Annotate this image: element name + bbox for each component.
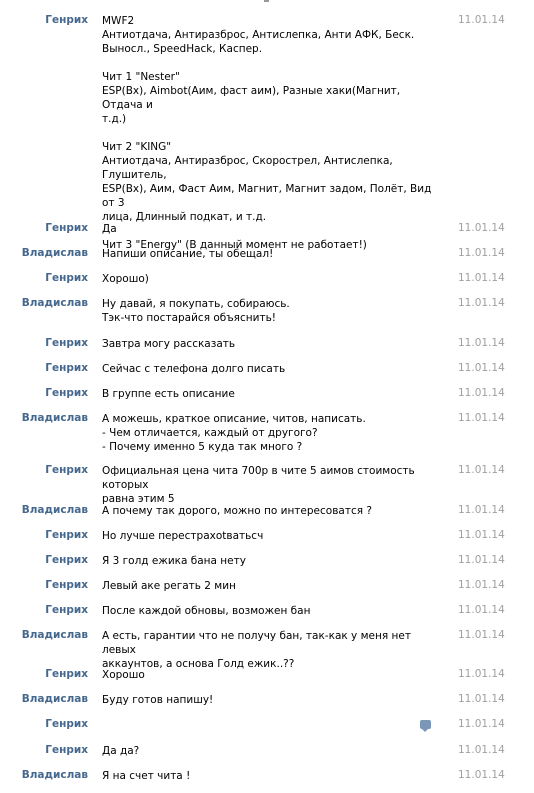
message-line: MWF2	[102, 15, 135, 27]
message-date-link[interactable]: 11.01.14	[458, 579, 505, 591]
message-line: т.д.)	[102, 113, 127, 125]
message-text	[102, 693, 442, 707]
message-date-link[interactable]: 11.01.14	[458, 247, 505, 259]
message-line: А есть, гарантии что не получу бан, так-как у меня нет левых	[102, 630, 415, 656]
message-date-link[interactable]: 11.01.14	[458, 604, 505, 616]
sender-name-link[interactable]: Владислав	[21, 247, 88, 259]
message-text	[102, 362, 442, 376]
message-row	[0, 718, 534, 744]
sender-name-link[interactable]: Владислав	[21, 693, 88, 705]
message-row	[0, 529, 534, 554]
message-row	[0, 362, 534, 387]
message-line: Буду готов напишу!	[102, 694, 214, 706]
message-row	[0, 744, 534, 769]
message-line: аккаунтов, а основа Голд ежик..??	[102, 658, 295, 670]
message-text	[102, 297, 442, 325]
sender-name-link[interactable]: Генрих	[45, 272, 88, 284]
message-date-link[interactable]: 11.01.14	[458, 297, 505, 309]
message-row	[0, 504, 534, 529]
message-text	[102, 554, 442, 568]
sender-name-link[interactable]: Генрих	[45, 337, 88, 349]
message-text	[102, 14, 442, 252]
message-line: Напиши описание, ты обещал!	[102, 248, 274, 260]
message-text	[102, 668, 442, 682]
message-line: Левый аке регать 2 мин	[102, 580, 236, 592]
message-date-link[interactable]: 11.01.14	[458, 718, 505, 730]
message-text	[102, 629, 442, 671]
message-row	[0, 387, 534, 412]
message-line: Я на счет чита !	[102, 770, 191, 782]
sender-name-link[interactable]: Владислав	[21, 297, 88, 309]
sender-name-link[interactable]: Генрих	[45, 14, 88, 26]
message-line: Официальная цена чита 700р в чите 5 аимов стоимость которых	[102, 465, 419, 491]
message-text	[102, 387, 442, 401]
message-date-link[interactable]: 11.01.14	[458, 14, 505, 26]
message-line: ESP(Bx), Аим, Фаст Аим, Магнит, Магнит задом, Полёт, Вид от 3	[102, 183, 435, 209]
message-line: Завтра могу рассказать	[102, 338, 236, 350]
message-text	[102, 744, 442, 758]
message-line: Чит 1 "Nester"	[102, 71, 180, 83]
message-date-link[interactable]: 11.01.14	[458, 629, 505, 641]
message-date-link[interactable]: 11.01.14	[458, 464, 505, 476]
message-row	[0, 222, 534, 247]
message-line: Чит 3 "Energy" (В данный момент не работает!)	[102, 239, 367, 251]
message-line	[102, 718, 442, 732]
message-line: Сейчас с телефона долго писать	[102, 363, 286, 375]
sender-name-link[interactable]: Генрих	[45, 744, 88, 756]
sender-name-link[interactable]: Владислав	[21, 504, 88, 516]
top-scroll-marker	[264, 0, 269, 2]
message-line: Антиотдача, Антиразброс, Антислепка, Анти АФК, Беск.	[102, 29, 415, 41]
message-date-link[interactable]: 11.01.14	[458, 504, 505, 516]
message-text	[102, 337, 442, 351]
message-text	[102, 504, 442, 518]
message-row	[0, 604, 534, 629]
message-date-link[interactable]: 11.01.14	[458, 693, 505, 705]
sender-name-link[interactable]: Владислав	[21, 769, 88, 781]
message-line: А почему так дорого, можно по интересоватся ?	[102, 505, 372, 517]
message-text	[102, 222, 442, 236]
message-line: равна этим 5	[102, 493, 175, 505]
message-line: Тэк-что постарайся объяснить!	[102, 312, 276, 324]
message-text	[102, 718, 442, 732]
sender-name-link[interactable]: Генрих	[45, 464, 88, 476]
message-line: Хорошо	[102, 669, 145, 681]
message-line: Я 3 голд ежика бана нету	[102, 555, 246, 567]
message-row	[0, 769, 534, 793]
message-line	[102, 56, 442, 70]
message-row	[0, 629, 534, 668]
message-line: А можешь, краткое описание, читов, написать.	[102, 413, 366, 425]
sender-name-link[interactable]: Генрих	[45, 604, 88, 616]
message-row	[0, 272, 534, 297]
message-date-link[interactable]: 11.01.14	[458, 387, 505, 399]
message-text	[102, 769, 442, 783]
message-row	[0, 297, 534, 337]
message-row	[0, 464, 534, 504]
message-line: После каждой обновы, возможен бан	[102, 605, 311, 617]
message-line: Да да?	[102, 745, 140, 757]
message-line: Выносл., SpeedHack, Каспер.	[102, 43, 263, 55]
message-date-link[interactable]: 11.01.14	[458, 769, 505, 781]
message-row	[0, 337, 534, 362]
message-text	[102, 579, 442, 593]
message-line: Антиотдача, Антиразброс, Скорострел, Антислепка, Глушитель,	[102, 155, 397, 181]
message-line: лица, Длинный подкат, и т.д.	[102, 211, 267, 223]
message-row	[0, 412, 534, 464]
comment-icon[interactable]	[420, 720, 431, 729]
message-row	[0, 579, 534, 604]
sender-name-link[interactable]: Владислав	[21, 412, 88, 424]
message-row	[0, 14, 534, 251]
message-line: Да	[102, 223, 117, 235]
message-line: - Почему именно 5 куда так много ?	[102, 441, 303, 453]
message-row	[0, 247, 534, 272]
message-date-link[interactable]: 11.01.14	[458, 668, 505, 680]
message-text	[102, 464, 442, 506]
message-line	[102, 126, 442, 140]
message-date-link[interactable]: 11.01.14	[458, 412, 505, 424]
sender-name-link[interactable]: Генрих	[45, 222, 88, 234]
message-row	[0, 554, 534, 579]
message-row	[0, 693, 534, 718]
message-date-link[interactable]: 11.01.14	[458, 744, 505, 756]
sender-name-link[interactable]: Генрих	[45, 529, 88, 541]
message-row	[0, 668, 534, 693]
message-line: ESP(Bx), Aimbot(Аим, фаст аим), Разные хаки(Магнит, Отдача и	[102, 85, 404, 111]
message-date-link[interactable]: 11.01.14	[458, 529, 505, 541]
message-line: Но лучше перестрахоtватьсч	[102, 530, 264, 542]
message-text	[102, 247, 442, 261]
sender-name-link[interactable]: Генрих	[45, 668, 88, 680]
sender-name-link[interactable]: Генрих	[45, 554, 88, 566]
sender-name-link[interactable]: Генрих	[45, 579, 88, 591]
sender-name-link[interactable]: Генрих	[45, 718, 88, 730]
message-line: - Чем отличается, каждый от другого?	[102, 427, 318, 439]
message-text	[102, 412, 442, 454]
message-line: В группе есть описание	[102, 388, 235, 400]
message-text	[102, 529, 442, 543]
message-line: Хорошо)	[102, 273, 149, 285]
message-line: Чит 2 "KING"	[102, 141, 172, 153]
message-date-link[interactable]: 11.01.14	[458, 554, 505, 566]
message-date-link[interactable]: 11.01.14	[458, 272, 505, 284]
sender-name-link[interactable]: Генрих	[45, 387, 88, 399]
message-date-link[interactable]: 11.01.14	[458, 362, 505, 374]
message-text	[102, 604, 442, 618]
sender-name-link[interactable]: Генрих	[45, 362, 88, 374]
message-text	[102, 272, 442, 286]
message-line: Ну давай, я покупать, собираюсь.	[102, 298, 290, 310]
message-date-link[interactable]: 11.01.14	[458, 222, 505, 234]
message-date-link[interactable]: 11.01.14	[458, 337, 505, 349]
sender-name-link[interactable]: Владислав	[21, 629, 88, 641]
